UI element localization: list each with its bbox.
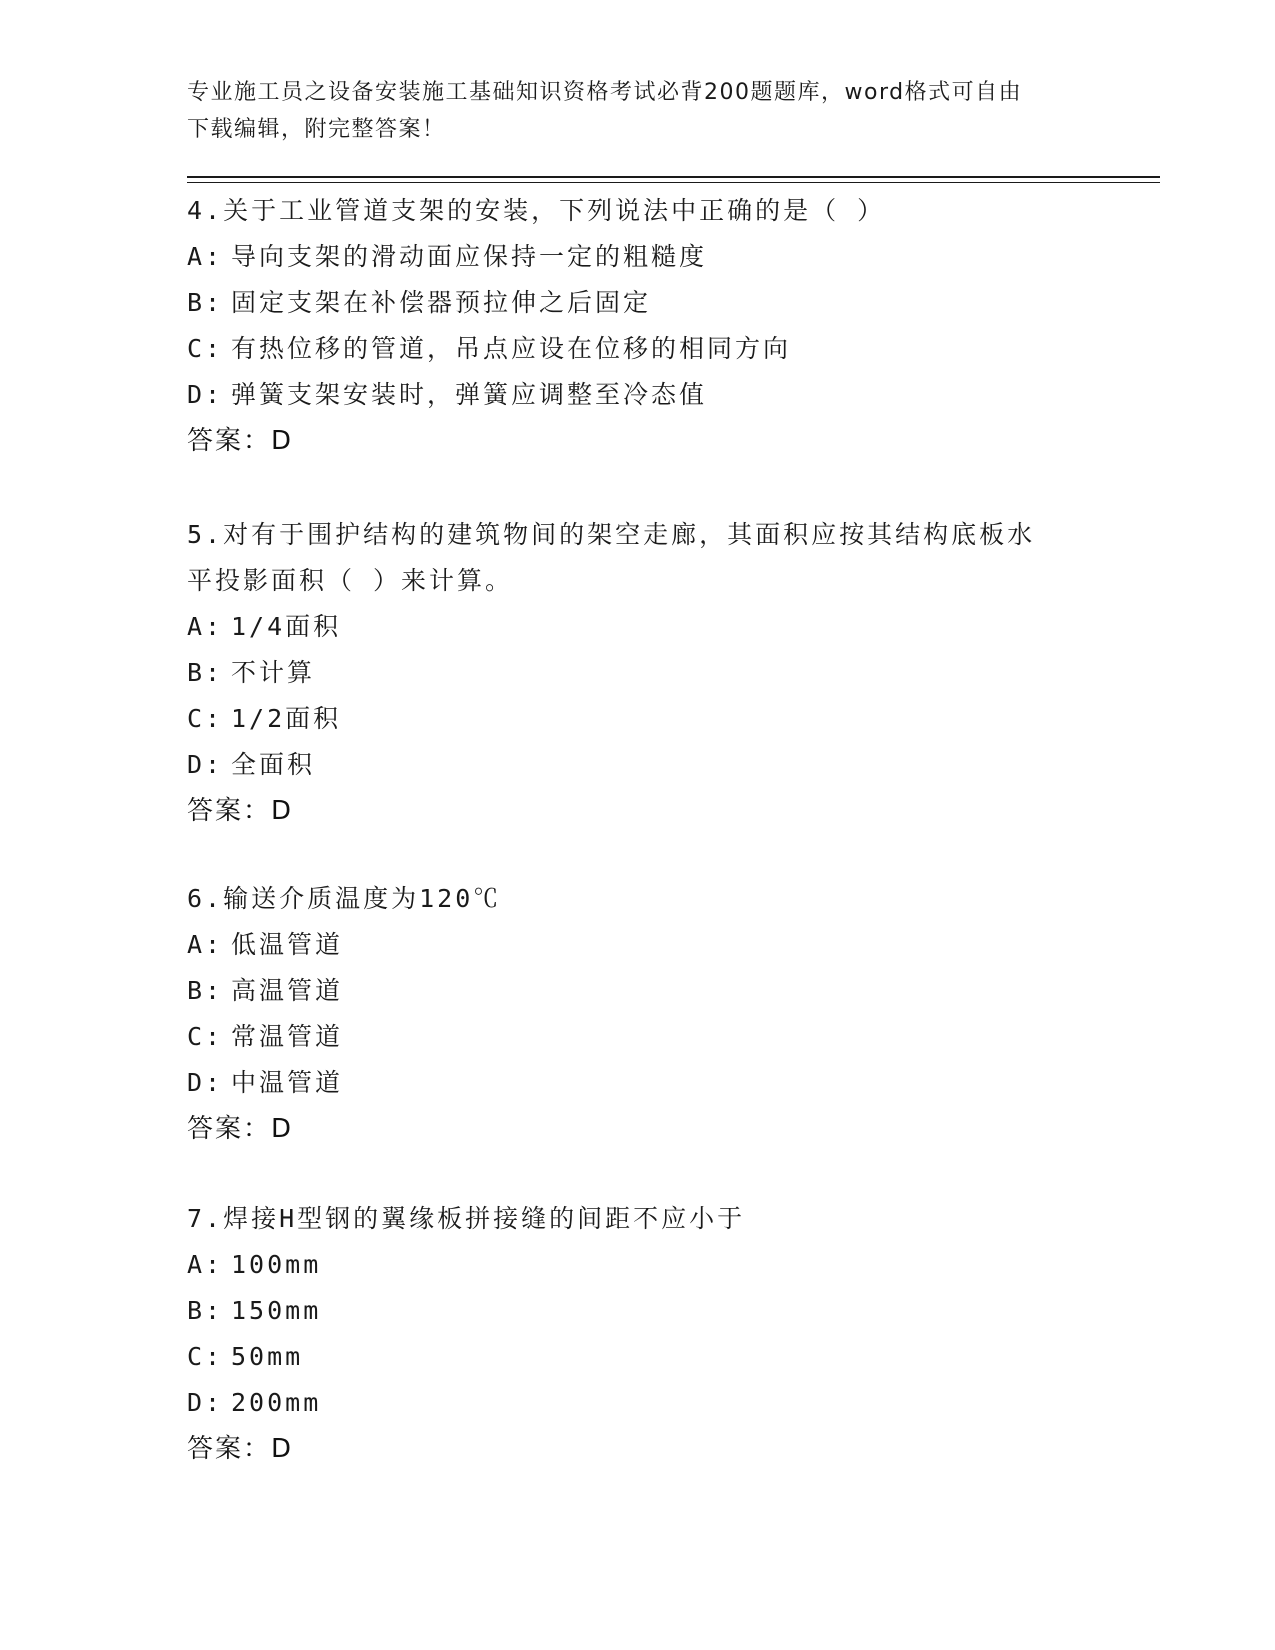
question-5 bbox=[187, 512, 1087, 834]
option-a bbox=[187, 1242, 1087, 1288]
option-a bbox=[187, 234, 1087, 280]
header-divider-thin bbox=[187, 182, 1160, 183]
option-text: 常温管道 bbox=[231, 1022, 344, 1051]
option-d bbox=[187, 742, 1087, 788]
header-divider-thick bbox=[187, 176, 1160, 178]
option-a bbox=[187, 922, 1087, 968]
option-key: D: bbox=[187, 380, 224, 409]
option-c bbox=[187, 1334, 1087, 1380]
option-text: 200mm bbox=[231, 1388, 322, 1417]
question-stem: 7.焊接H型钢的翼缘板拼接缝的间距不应小于 bbox=[187, 1204, 746, 1233]
option-key: B: bbox=[187, 658, 224, 687]
option-c bbox=[187, 696, 1087, 742]
option-text: 中温管道 bbox=[231, 1068, 344, 1097]
question-stem: 5.对有于围护结构的建筑物间的架空走廊，其面积应按其结构底板水 bbox=[187, 520, 1036, 549]
option-text: 低温管道 bbox=[231, 930, 344, 959]
option-text: 50mm bbox=[231, 1342, 304, 1371]
option-d bbox=[187, 1380, 1087, 1426]
option-key: C: bbox=[187, 704, 224, 733]
question-stem: 6.输送介质温度为120℃ bbox=[187, 884, 502, 913]
option-key: B: bbox=[187, 288, 224, 317]
option-d bbox=[187, 372, 1087, 418]
question-7 bbox=[187, 1196, 1087, 1472]
option-c bbox=[187, 326, 1087, 372]
option-key: C: bbox=[187, 334, 224, 363]
answer-line: 答案：D bbox=[187, 796, 294, 826]
option-text: 弹簧支架安装时，弹簧应调整至冷态值 bbox=[231, 380, 708, 409]
option-b bbox=[187, 968, 1087, 1014]
option-text: 固定支架在补偿器预拉伸之后固定 bbox=[231, 288, 652, 317]
option-key: B: bbox=[187, 976, 224, 1005]
option-b bbox=[187, 1288, 1087, 1334]
option-key: A: bbox=[187, 1250, 224, 1279]
question-stem: 4.关于工业管道支架的安装，下列说法中正确的是（ ） bbox=[187, 196, 886, 225]
option-key: A: bbox=[187, 242, 224, 271]
answer-line: 答案：D bbox=[187, 1114, 294, 1144]
option-text: 1/4面积 bbox=[231, 612, 342, 641]
option-key: C: bbox=[187, 1022, 224, 1051]
option-text: 150mm bbox=[231, 1296, 322, 1325]
question-6 bbox=[187, 876, 1087, 1152]
option-text: 高温管道 bbox=[231, 976, 344, 1005]
option-text: 导向支架的滑动面应保持一定的粗糙度 bbox=[231, 242, 708, 271]
option-key: D: bbox=[187, 1068, 224, 1097]
option-text: 100mm bbox=[231, 1250, 322, 1279]
option-text: 不计算 bbox=[231, 658, 316, 687]
answer-line: 答案：D bbox=[187, 426, 294, 456]
option-key: B: bbox=[187, 1296, 224, 1325]
option-text: 有热位移的管道，吊点应设在位移的相同方向 bbox=[231, 334, 792, 363]
option-a bbox=[187, 604, 1087, 650]
option-b bbox=[187, 280, 1087, 326]
option-key: C: bbox=[187, 1342, 224, 1371]
question-4 bbox=[187, 188, 1087, 464]
option-key: A: bbox=[187, 930, 224, 959]
header-line-1: 专业施工员之设备安装施工基础知识资格考试必背200题题库，word格式可自由 bbox=[187, 80, 1023, 105]
document-header bbox=[187, 74, 1087, 148]
option-text: 1/2面积 bbox=[231, 704, 342, 733]
option-text: 全面积 bbox=[231, 750, 316, 779]
option-b bbox=[187, 650, 1087, 696]
header-line-2: 下载编辑，附完整答案！ bbox=[187, 117, 446, 142]
option-key: D: bbox=[187, 750, 224, 779]
option-c bbox=[187, 1014, 1087, 1060]
option-d bbox=[187, 1060, 1087, 1106]
answer-line: 答案：D bbox=[187, 1434, 294, 1464]
question-stem-continued: 平投影面积（ ）来计算。 bbox=[187, 566, 514, 595]
option-key: A: bbox=[187, 612, 224, 641]
option-key: D: bbox=[187, 1388, 224, 1417]
